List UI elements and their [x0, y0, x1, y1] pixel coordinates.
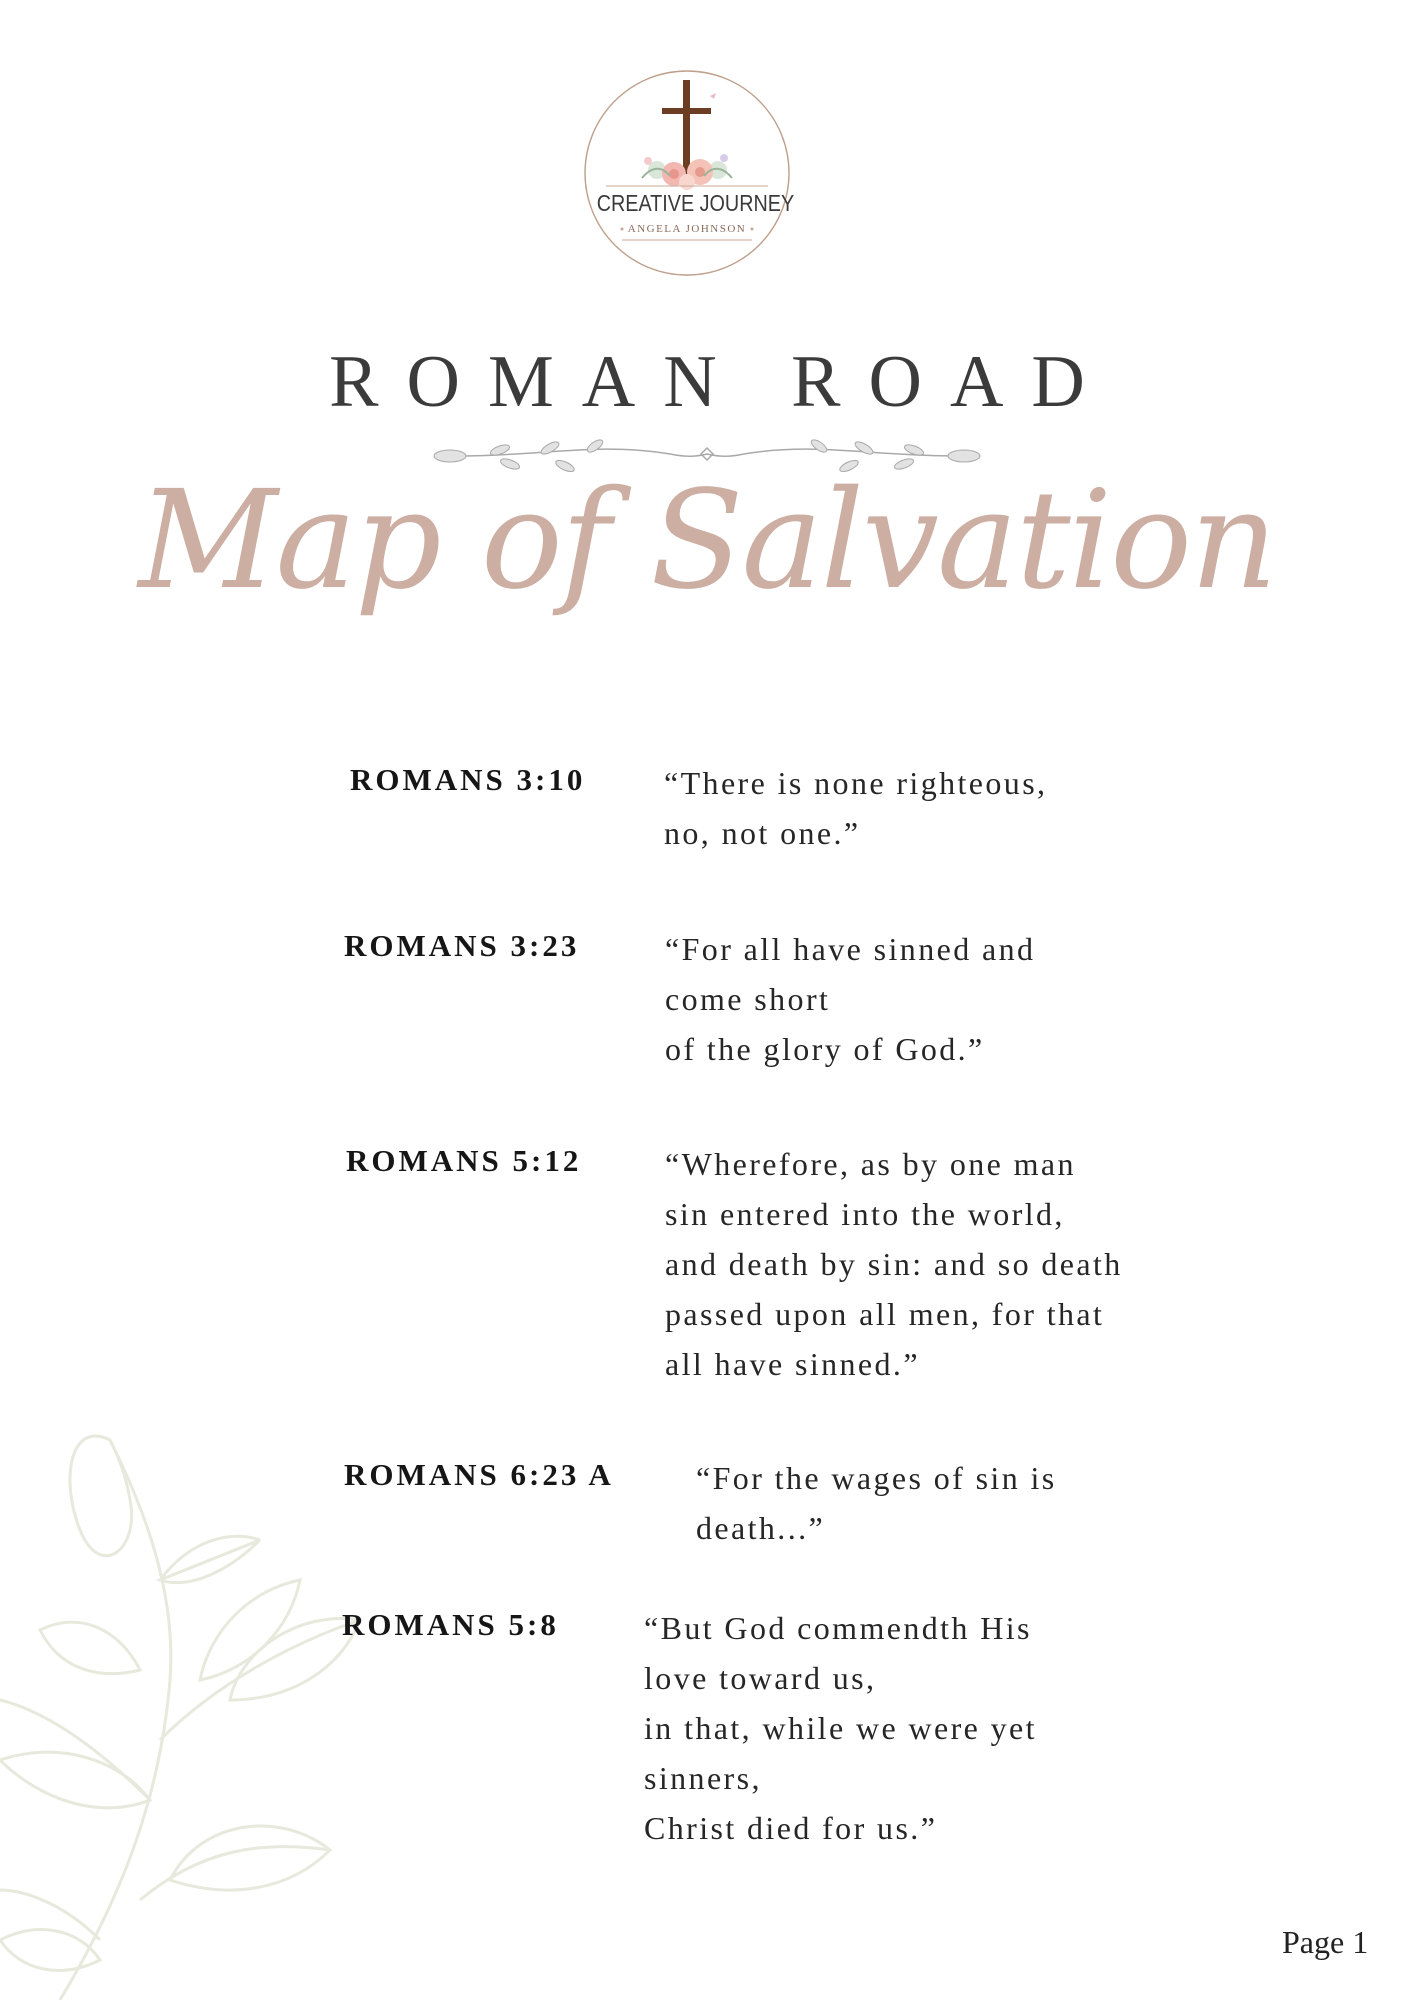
- page-number: Page 1: [1282, 1924, 1369, 1960]
- logo-brand-name: CREATIVE JOURNEY: [596, 190, 795, 216]
- logo-author-name: ANGELA JOHNSON: [627, 223, 747, 235]
- verse-reference: ROMANS 3:10: [350, 762, 586, 797]
- verse-text: “Wherefore, as by one man sin entered into the world, and death by sin: and so death passed upon all men, for that all have sinned.”: [665, 1146, 1123, 1382]
- verse-reference: ROMANS 5:8: [342, 1607, 559, 1642]
- verse-text: “But God commendth His love toward us, in that, while we were yet sinners, Christ died for us.”: [644, 1610, 1037, 1846]
- verse-reference: ROMANS 3:23: [344, 928, 580, 963]
- page-title: ROMAN ROAD: [329, 341, 1113, 423]
- verse-text: “For the wages of sin is death...”: [696, 1460, 1057, 1546]
- creative-journey-logo: [582, 66, 795, 280]
- verse-reference: ROMANS 6:23 A: [344, 1457, 614, 1492]
- verse-text: “For all have sinned and come short of the glory of God.”: [665, 931, 1036, 1067]
- verse-text: “There is none righteous, no, not one.”: [664, 765, 1048, 851]
- page-subtitle: Map of Salvation: [138, 462, 1276, 620]
- verse-reference: ROMANS 5:12: [346, 1143, 582, 1178]
